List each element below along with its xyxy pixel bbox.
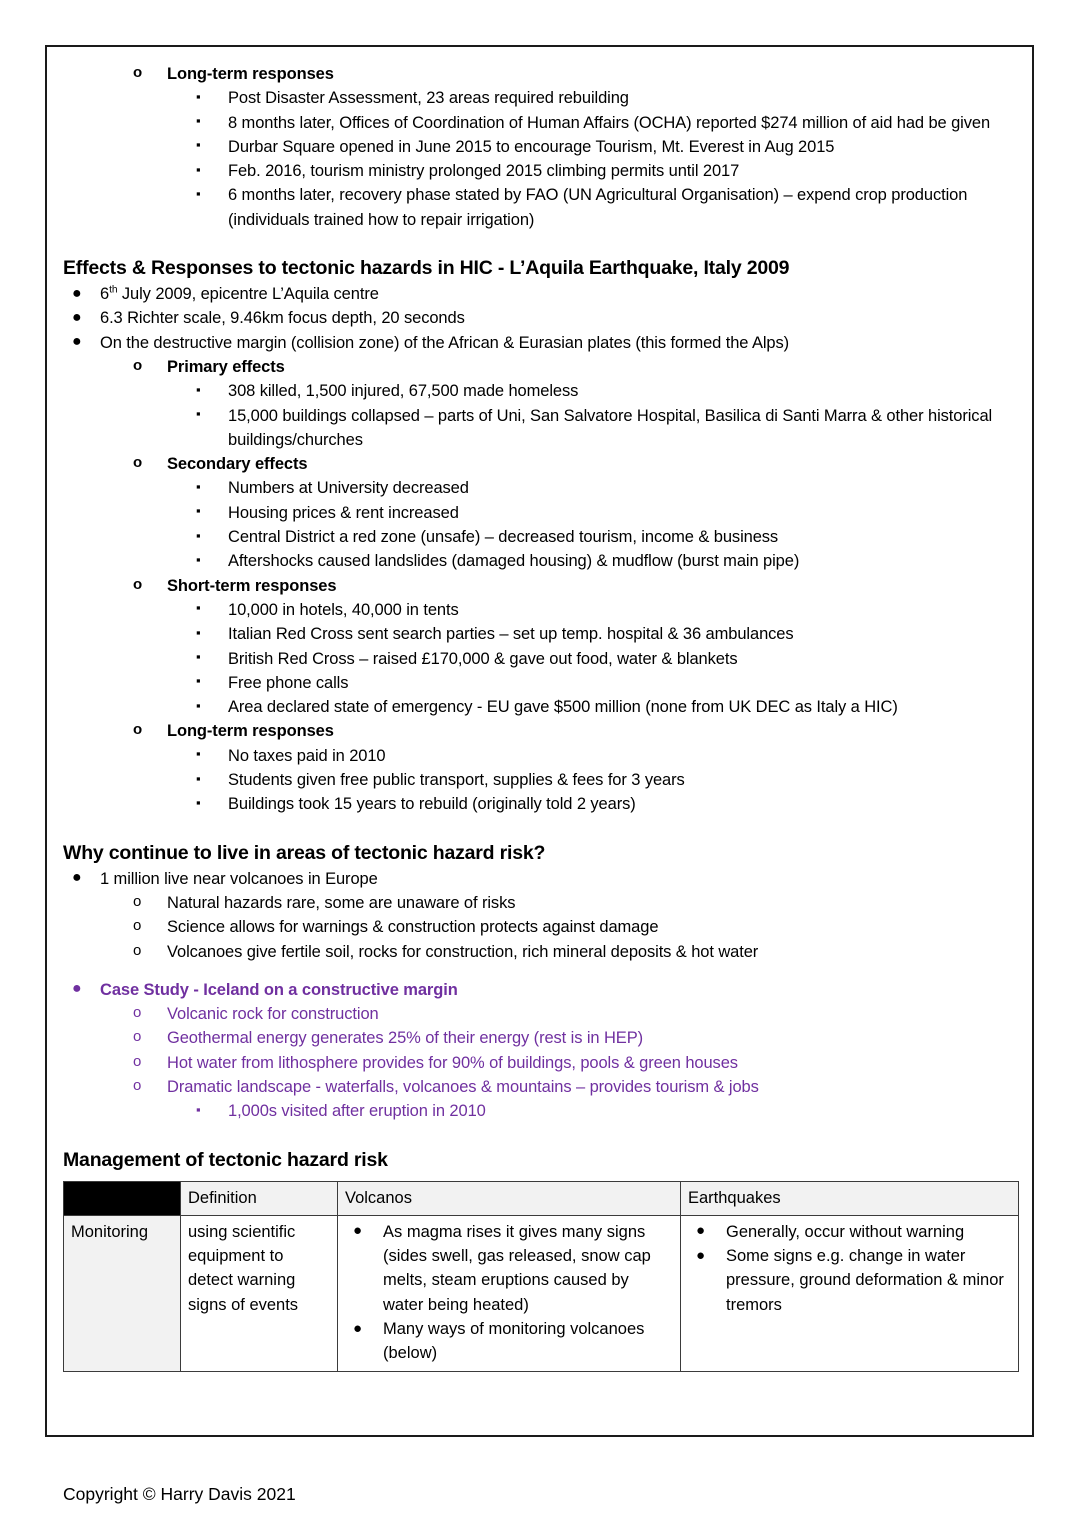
cell-list-item-text: Some signs e.g. change in water pressure, ground deformation & minor tremors xyxy=(726,1247,1004,1314)
list-item xyxy=(63,1002,1018,1026)
list-item xyxy=(63,867,1018,891)
list-item-text: Area declared state of emergency - EU gave $500 million (none from UK DEC as Italy a HIC) xyxy=(228,698,898,717)
laquila-group-heading xyxy=(63,452,1018,476)
disc-bullet-icon: ● xyxy=(353,1319,363,1337)
square-bullet-icon: ▪ xyxy=(196,624,201,640)
cell-list-item-text: As magma rises it gives many signs (sides swell, gas released, snow cap melts, steam eruptions caused by water being heated) xyxy=(383,1222,651,1314)
square-bullet-icon: ▪ xyxy=(196,161,201,177)
square-bullet-icon: ▪ xyxy=(196,551,201,567)
list-item-text: Aftershocks caused landslides (damaged housing) & mudflow (burst main pipe) xyxy=(228,552,800,571)
square-bullet-icon: ▪ xyxy=(196,649,201,665)
table-header-volcanos: Volcanos xyxy=(338,1181,681,1215)
square-bullet-icon: ▪ xyxy=(196,381,201,397)
cell-list-item xyxy=(688,1244,1011,1317)
square-bullet-icon: ▪ xyxy=(196,1101,201,1117)
nepal-long-term-heading-label: Long-term responses xyxy=(167,65,334,83)
list-item-text: Students given free public transport, supplies & fees for 3 years xyxy=(228,771,685,790)
square-bullet-icon: ▪ xyxy=(196,770,201,786)
list-item-text: Durbar Square opened in June 2015 to encourage Tourism, Mt. Everest in Aug 2015 xyxy=(228,137,835,156)
disc-bullet-icon: ● xyxy=(696,1222,706,1240)
table-header-definition: Definition xyxy=(181,1181,338,1215)
disc-bullet-icon: ● xyxy=(696,1246,706,1264)
list-item-text: Dramatic landscape - waterfalls, volcanoes & mountains – provides tourism & jobs xyxy=(167,1077,759,1096)
list-item-text: Central District a red zone (unsafe) – decreased tourism, income & business xyxy=(228,528,779,547)
group-heading-label: Primary effects xyxy=(167,357,285,376)
laquila-heading: Effects & Responses to tectonic hazards in HIC - L’Aquila Earthquake, Italy 2009 xyxy=(63,257,790,280)
circle-bullet-icon: o xyxy=(133,64,143,81)
circle-bullet-icon: o xyxy=(133,917,142,935)
list-item xyxy=(63,476,1018,500)
square-bullet-icon: ▪ xyxy=(196,746,201,762)
disc-bullet-icon: ● xyxy=(72,308,82,326)
document-body xyxy=(63,62,1018,1372)
page-footer: Copyright © Harry Davis 2021 xyxy=(63,1484,296,1504)
table-header-earthquakes: Earthquakes xyxy=(681,1181,1019,1215)
list-item xyxy=(63,1051,1018,1075)
group-heading-label: Short-term responses xyxy=(167,576,337,595)
list-item xyxy=(63,404,1018,453)
disc-bullet-icon: ● xyxy=(72,869,82,887)
table-header-corner xyxy=(64,1181,181,1215)
list-item xyxy=(63,86,1018,110)
list-item-text: 15,000 buildings collapsed – parts of Uni, San Salvatore Hospital, Basilica di Santi Marra & other historical buildings/churches xyxy=(228,406,993,449)
list-item xyxy=(63,622,1018,646)
list-item-text: Numbers at University decreased xyxy=(228,479,469,498)
square-bullet-icon: ▪ xyxy=(196,185,201,201)
management-heading: Management of tectonic hazard risk xyxy=(63,1148,388,1171)
list-item xyxy=(63,891,1018,915)
list-item xyxy=(63,1099,1018,1123)
list-item-text: Science allows for warnings & construction protects against damage xyxy=(167,918,659,937)
square-bullet-icon: ▪ xyxy=(196,88,201,104)
iceland-case-study-title xyxy=(63,978,1018,1002)
list-item xyxy=(63,183,1018,232)
list-item xyxy=(63,525,1018,549)
list-item-text: Post Disaster Assessment, 23 areas required rebuilding xyxy=(228,89,629,108)
list-item xyxy=(63,1075,1018,1099)
disc-bullet-icon: ● xyxy=(353,1222,363,1240)
table-header-row xyxy=(64,1181,1019,1215)
nepal-long-term-section xyxy=(63,62,1018,232)
list-item xyxy=(63,744,1018,768)
table-row-label-monitoring: Monitoring xyxy=(64,1215,181,1371)
cell-list-item xyxy=(345,1317,673,1366)
list-item xyxy=(63,135,1018,159)
list-item-text: Hot water from lithosphere provides for 90% of buildings, pools & green houses xyxy=(167,1053,738,1072)
laquila-group-heading xyxy=(63,574,1018,598)
list-item xyxy=(63,768,1018,792)
list-item xyxy=(63,1026,1018,1050)
square-bullet-icon: ▪ xyxy=(196,527,201,543)
list-item-text: Buildings took 15 years to rebuild (originally told 2 years) xyxy=(228,795,636,814)
list-item xyxy=(63,792,1018,816)
list-item xyxy=(63,331,1018,355)
circle-bullet-icon: o xyxy=(133,892,142,910)
square-bullet-icon: ▪ xyxy=(196,406,201,422)
group-heading-label: Secondary effects xyxy=(167,455,308,474)
square-bullet-icon: ▪ xyxy=(196,794,201,810)
iceland-case-study-title-label: Case Study - Iceland on a constructive margin xyxy=(100,980,458,999)
list-item xyxy=(63,159,1018,183)
square-bullet-icon: ▪ xyxy=(196,600,201,616)
list-item-text: 6th July 2009, epicentre L’Aquila centre xyxy=(100,284,379,304)
list-item xyxy=(63,549,1018,573)
list-item-text: 6.3 Richter scale, 9.46km focus depth, 20 seconds xyxy=(100,309,465,328)
table-cell-volcanos xyxy=(338,1215,681,1371)
list-item-text: Housing prices & rent increased xyxy=(228,503,459,522)
list-item-text: No taxes paid in 2010 xyxy=(228,746,386,765)
laquila-group-heading xyxy=(63,355,1018,379)
list-item-text: Volcanic rock for construction xyxy=(167,1005,379,1024)
square-bullet-icon: ▪ xyxy=(196,503,201,519)
disc-bullet-icon: ● xyxy=(72,980,82,998)
cell-list-item xyxy=(345,1220,673,1317)
list-item-text: Italian Red Cross sent search parties – set up temp. hospital & 36 ambulances xyxy=(228,625,794,644)
list-item xyxy=(63,695,1018,719)
list-item-text: Feb. 2016, tourism ministry prolonged 2015 climbing permits until 2017 xyxy=(228,162,740,181)
circle-bullet-icon: o xyxy=(133,721,143,739)
list-item xyxy=(63,306,1018,330)
list-item xyxy=(63,915,1018,939)
square-bullet-icon: ▪ xyxy=(196,673,201,689)
cell-list-item-text: Many ways of monitoring volcanoes (below) xyxy=(383,1320,645,1363)
circle-bullet-icon: o xyxy=(133,1004,142,1022)
cell-list-item-text: Generally, occur without warning xyxy=(726,1222,965,1241)
circle-bullet-icon: o xyxy=(133,356,143,374)
why-live-heading: Why continue to live in areas of tectonic hazard risk? xyxy=(63,841,546,864)
list-item-text: 10,000 in hotels, 40,000 in tents xyxy=(228,600,459,619)
circle-bullet-icon: o xyxy=(133,1028,142,1046)
list-item xyxy=(63,647,1018,671)
circle-bullet-icon: o xyxy=(133,454,143,472)
square-bullet-icon: ▪ xyxy=(196,113,201,129)
cell-list-item xyxy=(688,1220,1011,1244)
laquila-group-heading xyxy=(63,719,1018,743)
list-item-text: British Red Cross – raised £170,000 & gave out food, water & blankets xyxy=(228,649,738,668)
table-cell-definition: using scientific equipment to detect warning signs of events xyxy=(181,1215,338,1371)
list-item-text: On the destructive margin (collision zone) of the African & Eurasian plates (this formed the Alps) xyxy=(100,333,790,352)
circle-bullet-icon: o xyxy=(133,1076,142,1094)
list-item xyxy=(63,598,1018,622)
circle-bullet-icon: o xyxy=(133,575,143,593)
list-item-text: 6 months later, recovery phase stated by FAO (UN Agricultural Organisation) – expend crop production (individuals trained how to repair irrigation) xyxy=(228,186,968,229)
square-bullet-icon: ▪ xyxy=(196,137,201,153)
table-cell-earthquakes xyxy=(681,1215,1019,1371)
group-heading-label: Long-term responses xyxy=(167,722,334,741)
disc-bullet-icon: ● xyxy=(72,284,82,302)
list-item-text: 8 months later, Offices of Coordination of Human Affairs (OCHA) reported $274 million of aid had be given xyxy=(228,113,991,132)
list-item xyxy=(63,671,1018,695)
circle-bullet-icon: o xyxy=(133,1052,142,1070)
list-item-text: 1,000s visited after eruption in 2010 xyxy=(228,1102,486,1121)
list-item xyxy=(63,501,1018,525)
list-item xyxy=(63,940,1018,964)
list-item-text: Natural hazards rare, some are unaware of risks xyxy=(167,893,516,912)
square-bullet-icon: ▪ xyxy=(196,697,201,713)
iceland-case-study-section xyxy=(63,978,1018,1124)
disc-bullet-icon: ● xyxy=(72,333,82,351)
list-item-text: 308 killed, 1,500 injured, 67,500 made homeless xyxy=(228,382,579,401)
list-item xyxy=(63,379,1018,403)
management-table xyxy=(63,1181,1019,1372)
list-item-text: Free phone calls xyxy=(228,673,349,692)
table-row xyxy=(64,1215,1019,1371)
circle-bullet-icon: o xyxy=(133,941,142,959)
list-item xyxy=(63,111,1018,135)
nepal-long-term-heading xyxy=(63,62,1018,86)
list-item-text: Geothermal energy generates 25% of their energy (rest is in HEP) xyxy=(167,1029,643,1048)
ordinal-suffix: th xyxy=(109,284,118,296)
list-item-text: 1 million live near volcanoes in Europe xyxy=(100,869,378,888)
list-item xyxy=(63,282,1018,306)
list-item-text: Volcanoes give fertile soil, rocks for construction, rich mineral deposits & hot water xyxy=(167,942,759,961)
square-bullet-icon: ▪ xyxy=(196,478,201,494)
